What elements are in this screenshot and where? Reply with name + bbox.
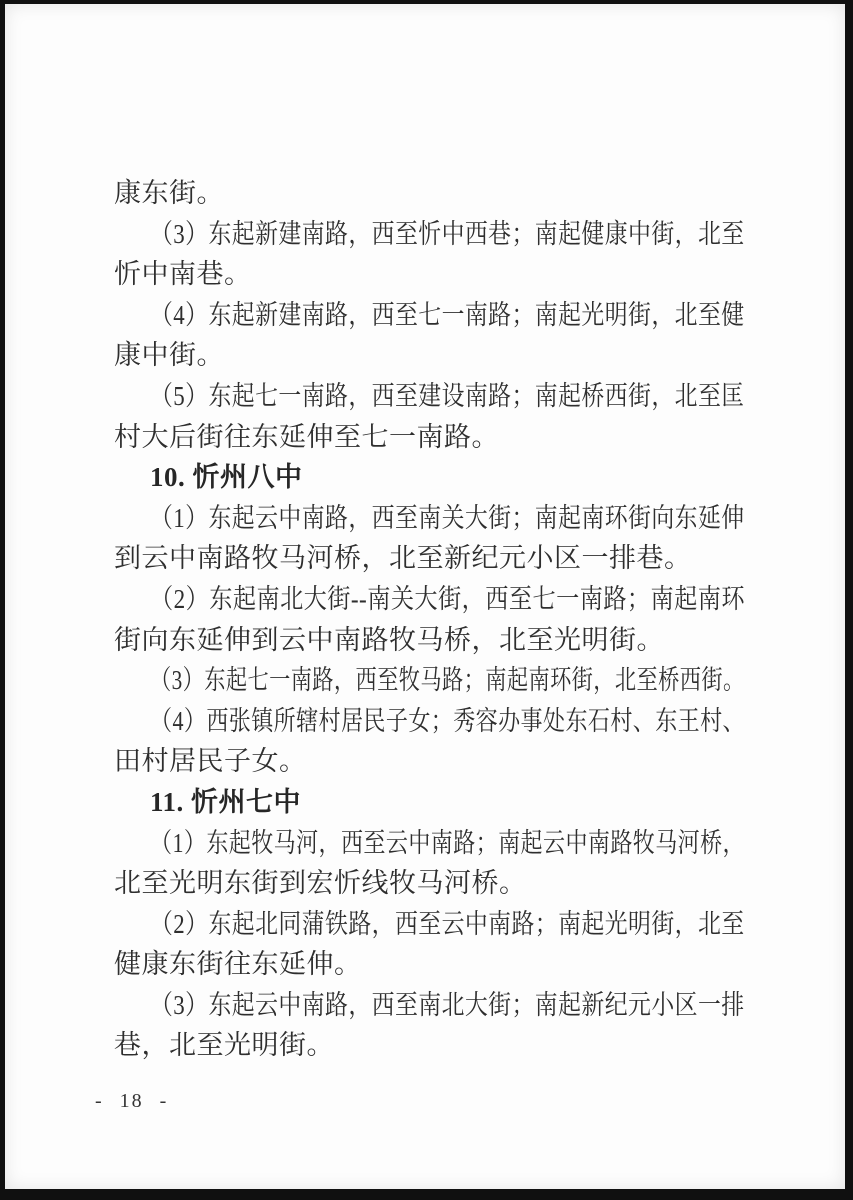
text-line-text: 巷，北至光明街。 bbox=[114, 1030, 334, 1061]
text-line bbox=[114, 823, 745, 864]
text-line bbox=[114, 985, 745, 1026]
text-line bbox=[114, 863, 745, 904]
text-line bbox=[114, 944, 745, 985]
section-heading bbox=[114, 782, 745, 823]
text-line-text: 街向东延伸到云中南路牧马桥，北至光明街。 bbox=[114, 624, 664, 655]
text-line bbox=[114, 417, 745, 458]
text-line-text: （3）东起云中南路，西至南北大街；南起新纪元小区一排 bbox=[150, 989, 745, 1020]
text-line-text: （4）西张镇所辖村居民子女；秀容办事处东石村、东王村、 bbox=[150, 705, 745, 736]
text-line-text: （1）东起云中南路，西至南关大街；南起南环街向东延伸 bbox=[150, 502, 745, 533]
text-line bbox=[114, 1025, 745, 1066]
text-line bbox=[114, 660, 745, 701]
text-line-text: 忻中南巷。 bbox=[114, 259, 252, 290]
text-line-text: 11. 忻州七中 bbox=[150, 786, 302, 817]
document-body bbox=[114, 173, 745, 1066]
text-line-text: 康东街。 bbox=[114, 178, 224, 208]
text-line-text: （2）东起南北大街--南关大街，西至七一南路；南起南环 bbox=[150, 583, 745, 614]
text-line bbox=[114, 701, 745, 742]
text-line-text: （4）东起新建南路，西至七一南路；南起光明街，北至健 bbox=[150, 299, 745, 330]
text-line-text: 田村居民子女。 bbox=[114, 746, 307, 777]
text-line-text: 康中街。 bbox=[114, 340, 224, 371]
text-line-text: 北至光明东街到宏忻线牧马河桥。 bbox=[114, 868, 527, 899]
text-line-text: （3）东起七一南路，西至牧马路；南起南环街，北至桥西街。 bbox=[150, 665, 745, 696]
text-line bbox=[114, 295, 745, 336]
page-number: - 18 - bbox=[95, 1090, 169, 1112]
text-line-text: （5）东起七一南路，西至建设南路；南起桥西街，北至匡 bbox=[150, 380, 745, 411]
text-line bbox=[114, 538, 745, 579]
text-line-text: （3）东起新建南路，西至忻中西巷；南起健康中街，北至 bbox=[150, 218, 745, 249]
text-line bbox=[114, 620, 745, 661]
text-line-text: 到云中南路牧马河桥，北至新纪元小区一排巷。 bbox=[114, 543, 692, 574]
text-line bbox=[114, 376, 745, 417]
text-line bbox=[114, 335, 745, 376]
text-line bbox=[114, 904, 745, 945]
text-line-text: （1）东起牧马河，西至云中南路；南起云中南路牧马河桥， bbox=[150, 827, 745, 858]
document-page bbox=[5, 4, 845, 1189]
text-line bbox=[114, 173, 745, 214]
text-line bbox=[114, 741, 745, 782]
text-line bbox=[114, 498, 745, 539]
text-line bbox=[114, 214, 745, 255]
section-heading bbox=[114, 457, 745, 498]
text-line-text: （2）东起北同蒲铁路，西至云中南路；南起光明街，北至 bbox=[150, 908, 745, 939]
text-line-text: 10. 忻州八中 bbox=[150, 462, 303, 493]
text-line-text: 村大后街往东延伸至七一南路。 bbox=[114, 421, 499, 452]
text-line bbox=[114, 579, 745, 620]
text-line bbox=[114, 254, 745, 295]
text-line-text: 健康东街往东延伸。 bbox=[114, 949, 362, 980]
